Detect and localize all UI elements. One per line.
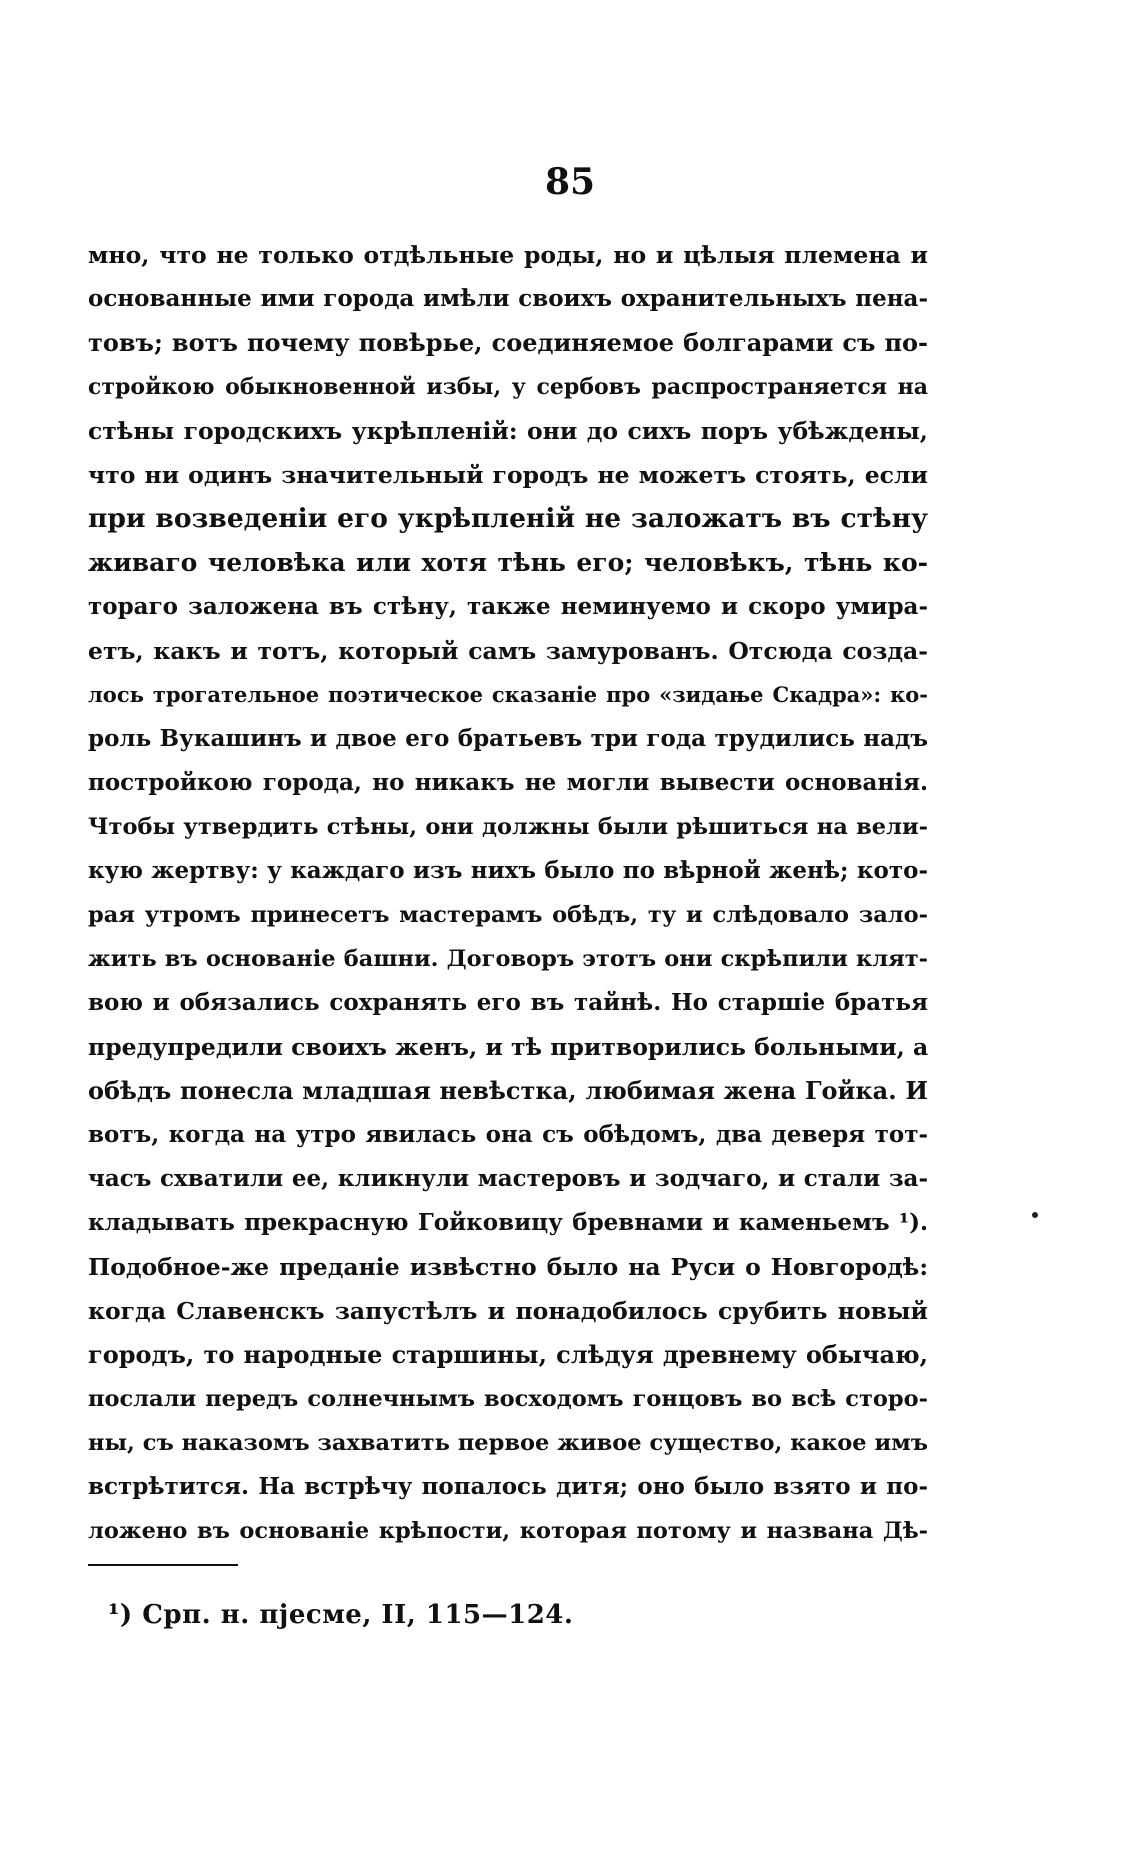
text-line: лось трогательное поэтическое сказаніе про «зидање Скадра»: ко- bbox=[88, 682, 928, 707]
text-line: мно, что не только отдѣльные роды, но и цѣлыя племена и bbox=[88, 241, 928, 269]
text-line: роль Вукашинъ и двое его братьевъ три года трудились надъ bbox=[88, 725, 928, 752]
text-line: стройкою обыкновенной избы, у сербовъ распространяется на bbox=[88, 374, 928, 400]
text-line: стѣны городскихъ укрѣпленій: они до сихъ поръ убѣждены, bbox=[88, 417, 928, 445]
text-line: когда Славенскъ запустѣлъ и понадобилось срубить новый bbox=[88, 1297, 928, 1325]
body-text bbox=[88, 233, 928, 1553]
text-line: городъ, то народные старшины, слѣдуя древнему обычаю, bbox=[88, 1340, 928, 1369]
text-line: встрѣтится. На встрѣчу попалось дитя; оно было взято и по- bbox=[88, 1473, 928, 1500]
text-line: кладывать прекрасную Гойковицу бревнами и каменьемъ ¹). bbox=[88, 1209, 928, 1236]
text-line: ны, съ наказомъ захватить первое живое существо, какое имъ bbox=[88, 1430, 928, 1456]
text-line: обѣдъ понесла младшая невѣстка, любимая жена Гойка. И bbox=[88, 1076, 928, 1105]
text-line: предупредили своихъ женъ, и тѣ притворились больными, а bbox=[88, 1033, 929, 1061]
text-line: Чтобы утвердить стѣны, они должны были рѣшиться на вели- bbox=[88, 814, 928, 840]
text-line: вою и обязались сохранять его въ тайнѣ. Но старшіе братья bbox=[88, 989, 928, 1016]
text-line: постройкою города, но никакъ не могли вывести основанія. bbox=[88, 769, 928, 796]
text-line: часъ схватили ее, кликнули мастеровъ и зодчаго, и стали за- bbox=[88, 1165, 928, 1192]
footnote: ¹) Срп. н. пјесме, II, 115—124. bbox=[108, 1600, 574, 1630]
text-line: живаго человѣка или хотя тѣнь его; человѣкъ, тѣнь ко- bbox=[88, 548, 928, 577]
text-line: что ни одинъ значительный городъ не можетъ стоять, если bbox=[88, 461, 928, 489]
text-line: основанные ими города имѣли своихъ охранительныхъ пена- bbox=[88, 285, 928, 312]
text-line: вотъ, когда на утро явилась она съ обѣдомъ, два деверя тот- bbox=[88, 1121, 928, 1148]
text-line: етъ, какъ и тотъ, который самъ замурованъ. Отсюда созда- bbox=[88, 637, 928, 665]
text-line: послали передъ солнечнымъ восходомъ гонцовъ во всѣ сторо- bbox=[88, 1386, 928, 1412]
text-line: жить въ основаніе башни. Договоръ этотъ они скрѣпили клят- bbox=[88, 946, 928, 972]
text-line: при возведеніи его укрѣпленій не заложатъ въ стѣну bbox=[88, 503, 928, 534]
text-line: кую жертву: у каждаго изъ нихъ было по вѣрной женѣ; кото- bbox=[88, 857, 928, 884]
text-line: тораго заложена въ стѣну, также неминуемо и скоро умира- bbox=[88, 593, 928, 620]
page-number: 85 bbox=[544, 161, 596, 203]
ink-dot bbox=[1032, 1212, 1038, 1218]
text-line: Подобное-же преданіе извѣстно было на Руси о Новгородѣ: bbox=[88, 1253, 928, 1281]
footnote-divider bbox=[88, 1564, 238, 1566]
text-line: товъ; вотъ почему повѣрье, соединяемое болгарами съ по- bbox=[88, 328, 928, 357]
text-line: ложено въ основаніе крѣпости, которая потому и названа Дѣ- bbox=[88, 1518, 928, 1544]
text-line: рая утромъ принесетъ мастерамъ обѣдъ, ту и слѣдовало зало- bbox=[88, 902, 928, 928]
